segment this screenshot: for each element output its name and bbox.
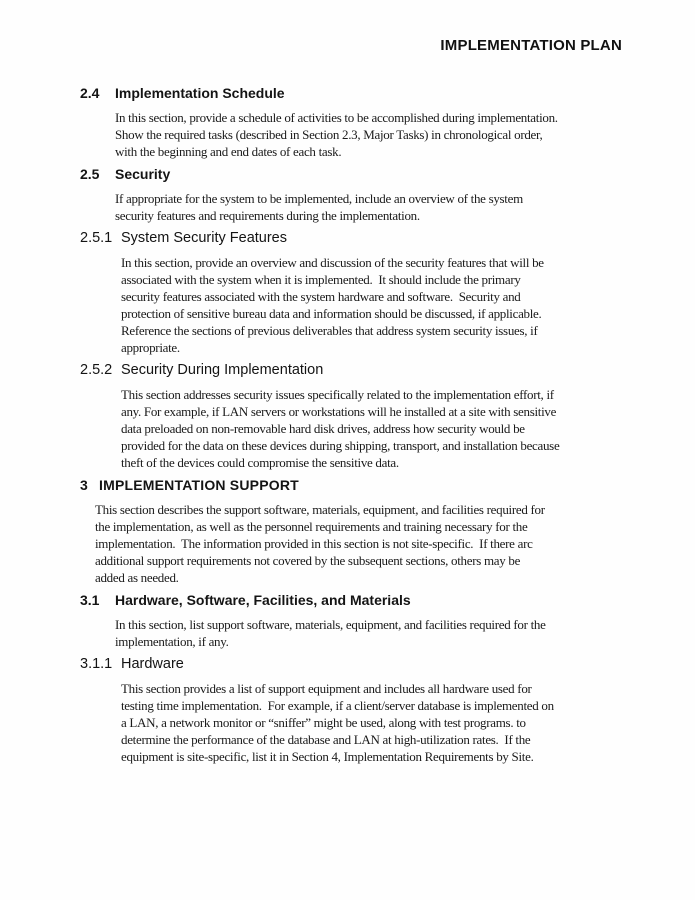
text-line: security features and requirements during the implementation. [115, 208, 420, 223]
text-line: determine the performance of the database and LAN at high-utilization rates. If the [121, 732, 531, 747]
page-header-title: IMPLEMENTATION PLAN [440, 37, 622, 54]
text-line: additional support requirements not covered by the subsequent sections, others may be [95, 553, 521, 568]
text-line: Reference the sections of previous deliverables that address system security issues, if [121, 323, 538, 338]
section-heading [80, 592, 622, 609]
text-line: implementation, if any. [115, 634, 229, 649]
text-line: associated with the system when it is implemented. It should include the primary [121, 272, 521, 287]
section-title: IMPLEMENTATION SUPPORT [99, 477, 299, 493]
text-line: added as needed. [95, 570, 179, 585]
text-line: provided for the data on these devices during shipping, transport, and installation because [121, 438, 560, 453]
text-line: with the beginning and end dates of each task. [115, 144, 342, 159]
text-line: In this section, provide an overview and discussion of the security features that will be [121, 255, 544, 270]
section-2-5 [80, 166, 622, 224]
section-2-5-2 [80, 362, 622, 471]
section-paragraph [115, 616, 622, 650]
section-title: Security During Implementation [121, 362, 324, 378]
section-heading [80, 85, 622, 102]
text-line: This section describes the support software, materials, equipment, and facilities required for [95, 502, 545, 517]
section-title: Hardware, Software, Facilities, and Materials [115, 592, 411, 608]
text-line: the implementation, as well as the personnel requirements and training necessary for the [95, 519, 528, 534]
text-line: data preloaded on non-removable hard disk drives, address how security would be [121, 421, 525, 436]
section-number: 3 [80, 477, 88, 493]
text-line: security features associated with the system hardware and software. Security and [121, 289, 521, 304]
section-number: 2.4 [80, 85, 100, 101]
section-heading [80, 656, 622, 673]
section-paragraph [95, 501, 622, 586]
text-line: testing time implementation. For example, if a client/server database is implemented on [121, 698, 554, 713]
section-heading [80, 166, 622, 183]
section-paragraph [121, 254, 622, 356]
text-line: implementation. The information provided in this section is not site-specific. If there arc [95, 536, 533, 551]
text-line: any. For example, if LAN servers or workstations will he installed at a site with sensitive [121, 404, 557, 419]
section-paragraph [115, 109, 622, 160]
text-line: This section addresses security issues specifically related to the implementation effort, if [121, 387, 554, 402]
section-number: 3.1 [80, 592, 100, 608]
text-line: This section provides a list of support equipment and includes all hardware used for [121, 681, 532, 696]
section-2-4 [80, 85, 622, 160]
section-paragraph [121, 386, 622, 471]
section-heading [80, 477, 622, 494]
section-number: 3.1.1 [80, 656, 113, 672]
section-title: Hardware [121, 656, 184, 672]
section-3-1-1 [80, 656, 622, 765]
text-line: a LAN, a network monitor or “sniffer” might be used, along with test programs. to [121, 715, 526, 730]
section-paragraph [121, 680, 622, 765]
text-line: In this section, provide a schedule of activities to be accomplished during implementation. [115, 110, 558, 125]
section-paragraph [115, 190, 622, 224]
text-line: protection of sensitive bureau data and information should be discussed, if applicable. [121, 306, 542, 321]
text-line: equipment is site-specific, list it in Section 4, Implementation Requirements by Site. [121, 749, 534, 764]
text-line: appropriate. [121, 340, 180, 355]
section-heading [80, 230, 622, 247]
section-2-5-1 [80, 230, 622, 356]
text-line: In this section, list support software, materials, equipment, and facilities required for the [115, 617, 546, 632]
section-number: 2.5 [80, 166, 100, 182]
section-title: System Security Features [121, 230, 287, 246]
section-3-1 [80, 592, 622, 650]
text-line: Show the required tasks (described in Section 2.3, Major Tasks) in chronological order, [115, 127, 543, 142]
text-line: theft of the devices could compromise the sensitive data. [121, 455, 399, 470]
section-3 [80, 477, 622, 586]
section-title: Security [115, 166, 171, 182]
section-heading [80, 362, 622, 379]
section-number: 2.5.2 [80, 362, 113, 378]
section-title: Implementation Schedule [115, 85, 285, 101]
text-line: If appropriate for the system to be implemented, include an overview of the system [115, 191, 523, 206]
section-number: 2.5.1 [80, 230, 113, 246]
